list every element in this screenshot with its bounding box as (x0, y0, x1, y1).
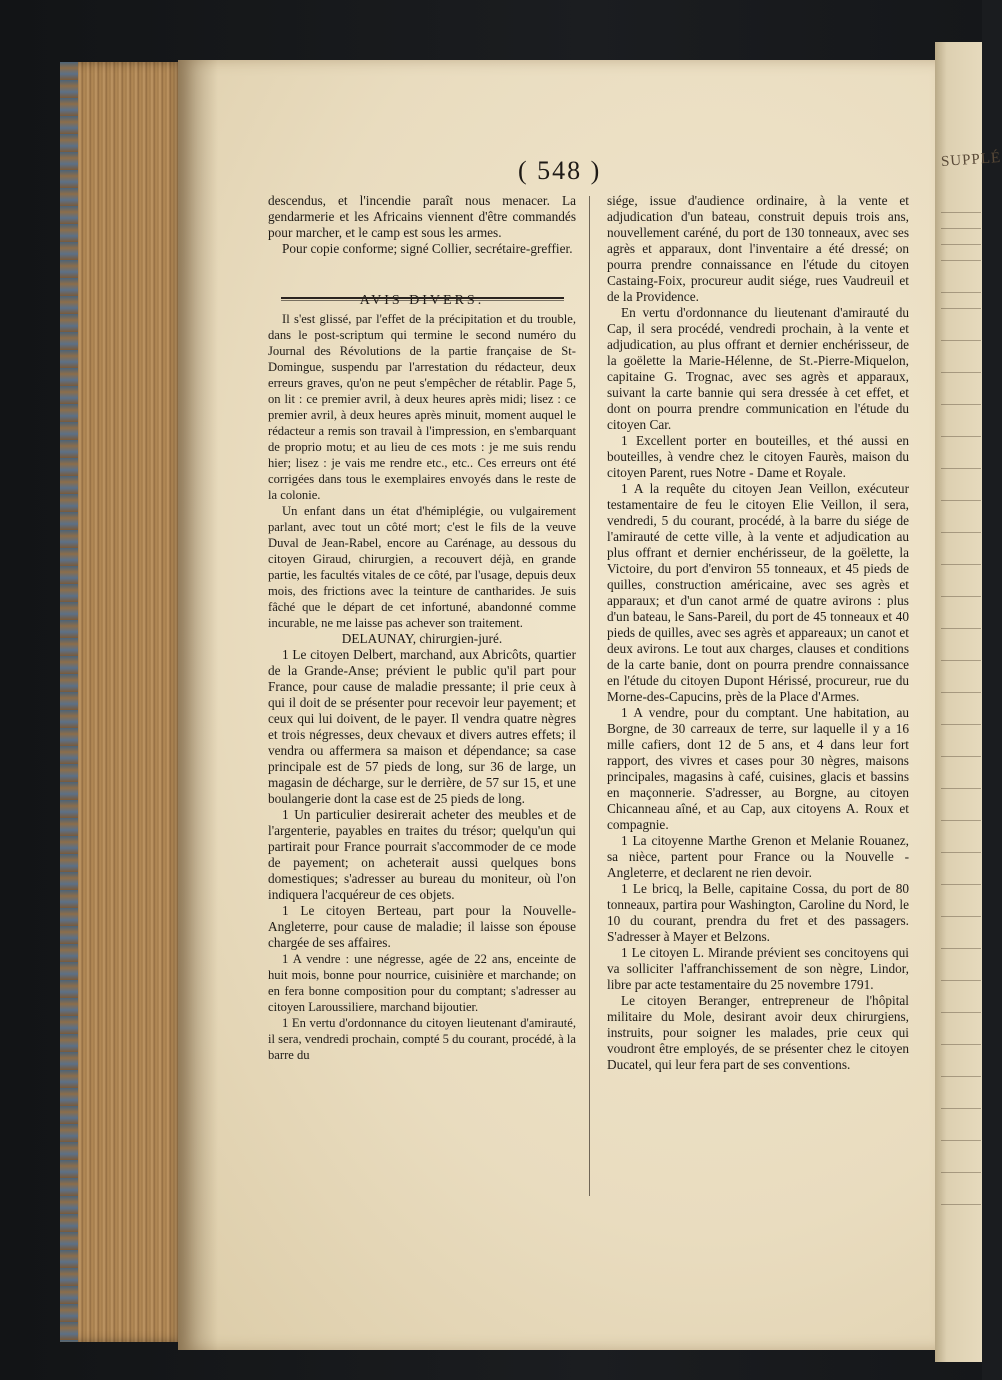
notice: 1 Le citoyen Delbert, marchand, aux Abricôts, quartier de la Grande-Anse; prévient le public qu'il part pour France, pour cause de maladie pressante; il prie ceux à qui il doit de se présenter pour recevoir leur payement; et ceux qui lui doivent, de le payer. Il vendra quatre nègres et trois négresses, deux chevaux et divers autres effets; il vendra ou affermera sa maison et dépendance; sa case principale est de 57 pieds de long, sur 36 de large, un magasin de décharge, sur le derrière, de 57 sur 15, et une boulangerie dont la case est de 25 pieds de long. (268, 647, 576, 806)
page-block-edge (60, 62, 186, 1342)
notice: 1 Un particulier desirerait acheter des meubles et de l'argenterie, payables en traites du trésor; quelqu'un qui partirait pour France pourrait s'accommoder de ce mode de payement; on acheterait aussi quelques bons domestiques; s'adresser au bureau du moniteur, où l'on indiquera l'acquéreur de ces objets. (268, 807, 576, 902)
right-column (607, 193, 909, 1073)
notice: 1 A vendre, pour du comptant. Une habitation, au Borgne, de 30 carreaux de terre, sur laquelle il y a 16 mille cafiers, dont 12 de 5 ans, et 4 dans leur fort rapport, des vivres et cases pour 30 nègres, maisons principales, magasins à café, cuisines, glacis et bassins en maçonnerie. S'adresser, au Borgne, au citoyen Chicanneau aîné, et au Cap, aux citoyens A. Roux et compagnie. (607, 705, 909, 832)
notice: En vertu d'ordonnance du lieutenant d'amirauté du Cap, il sera procédé, vendredi prochain, à la vente et adjudication, au plus offrant et dernier enchérisseur, de la goëlette la Marie-Hélenne, de St.-Pierre-Miquelon, capitaine G. Trognac, avec ses agrès et apparaux, suivant la carte bannie qui sera dressée à cet effet, et dont on pourra prendre communication en l'étude du citoyen Car. (607, 305, 909, 432)
notice: 1 Le citoyen L. Mirande prévient ses concitoyens qui va solliciter l'affranchissement de son nègre, Lindor, libre par acte testamentaire du 25 novembre 1791. (607, 945, 909, 992)
section-rule (281, 297, 564, 299)
section-heading (268, 293, 576, 309)
marbled-edge (60, 62, 78, 1342)
signature: DELAUNAY, chirurgien-juré. (341, 631, 503, 646)
paragraph: Pour copie conforme; signé Collier, secrétaire-greffier. (282, 241, 573, 256)
left-column (268, 193, 576, 1063)
notice: 1 Le citoyen Berteau, part pour la Nouvelle-Angleterre, pour cause de maladie; il laisse son épouse chargée de ses affaires. (268, 903, 576, 950)
notice: 1 En vertu d'ordonnance du citoyen lieutenant d'amirauté, il sera, vendredi prochain, compté 5 du courant, procédé, à la barre du (268, 1016, 576, 1062)
notice: 1 La citoyenne Marthe Grenon et Melanie Rouanez, sa nièce, partent pour France ou la Nouvelle - Angleterre, et declarent ne rien devoir. (607, 833, 909, 880)
paragraph: descendus, et l'incendie paraît nous menacer. La gendarmerie et les Africains viennent d'être commandés pour marcher, et le camp est sous les armes. (268, 193, 576, 240)
facing-page (935, 42, 1002, 1362)
notice: 1 Excellent porter en bouteilles, et thé aussi en bouteilles, à vendre chez le citoyen Faurès, maison du citoyen Parent, rues Notre - Dame et Royale. (607, 433, 909, 480)
column-divider (589, 196, 590, 1196)
section-rule (281, 300, 564, 301)
paragraph: Un enfant dans un état d'hémiplégie, ou vulgairement parlant, avec tout un côté mort; c'est le fils de la veuve Duval de Jean-Rabel, encore au Carénage, au dessous du citoyen Giraud, chirurgien, a recouvert déjà, en grande partie, les facultés vitales de ce côté, par l'usage, depuis deux mois, des frictions avec la teinture de cantharides. Je suis fâché que le départ de cet infortuné, abandonné comme incurable, ne me laisse pas achever son traitement. (268, 504, 576, 630)
paragraph: Il s'est glissé, par l'effet de la précipitation et du trouble, dans le post-scriptum qui termine le second numéro du Journal des Révolutions de la partie française de St-Domingue, suspendu par l'arrestation du rédacteur, deux erreurs graves, qu'on ne peut s'empêcher de rétablir. Page 5, on lit : ce premier avril, à deux heures après midi; lisez : ce premier avril, à deux heures après minuit, moment auquel le rédacteur a remis son travail à l'impression, en s'embarquant de proprio motu; et au lieu de ces mots : je me suis rendu hier; lisez : je vais me rendre etc., etc.. Ces erreurs ont été corrigées dans tous le exemplaires envoyés dans le reste de la colonie. (268, 312, 576, 502)
notice: 1 A la requête du citoyen Jean Veillon, exécuteur testamentaire de feu le citoyen Elie Veillon, il sera, vendredi, 5 du courant, procédé, à la barre du siége de l'amirauté de cette ville, à la vente et adjudication au plus offrant et dernier enchérisseur, de la goëlette, la Victoire, du port d'environ 55 tonneaux, et 45 pieds de quilles, construction américaine, avec ses agrès et apparaux; et d'un canot armé de quatre avirons : plus d'un bateau, le Sans-Pareil, du port de 45 tonneaux et 40 pieds de quilles, avec ses agrès et appareaux; un canot et deux avirons. Le tout aux charges, clauses et conditions de la carte banie, dont on pourra prendre connaissance en l'étude du citoyen Dupont Hérissé, procureur, rue du Morne-des-Capucins, près de la Place d'Armes. (607, 481, 909, 704)
page-number: ( 548 ) (518, 156, 602, 185)
notice: 1 A vendre : une négresse, agée de 22 ans, enceinte de huit mois, bonne pour nourrice, cuisinière et marchande; on en fera bonne composition pour du comptant; s'adresser au citoyen Laroussiliere, marchand bijoutier. (268, 952, 576, 1014)
facing-page-header: SUPPLÉ (940, 149, 1002, 171)
notice: 1 Le bricq, la Belle, capitaine Cossa, du port de 80 tonneaux, partira pour Washington, Caroline du Nord, le 10 du courant, prendra du fret et des passagers. S'adresser à Mayer et Belzons. (607, 881, 909, 944)
gutter-shadow (178, 60, 218, 1350)
notice: siége, issue d'audience ordinaire, à la vente et adjudication d'un bateau, construit depuis trois ans, nouvellement caréné, du port de 130 tonneaux, avec ses agrès et apparaux, dont l'inventaire a été dressé; on pourra prendre connaissance en l'étude du citoyen Castaing-Foix, procureur audit siége, rues Vaudreuil et de la Providence. (607, 193, 909, 304)
notice: Le citoyen Beranger, entrepreneur de l'hôpital militaire du Mole, desirant avoir deux chirurgiens, instruits, pour soigner les malades, prie ceux qui voudront être employés, de se présenter chez le citoyen Ducatel, qui leur fera part de ses conventions. (607, 993, 909, 1072)
